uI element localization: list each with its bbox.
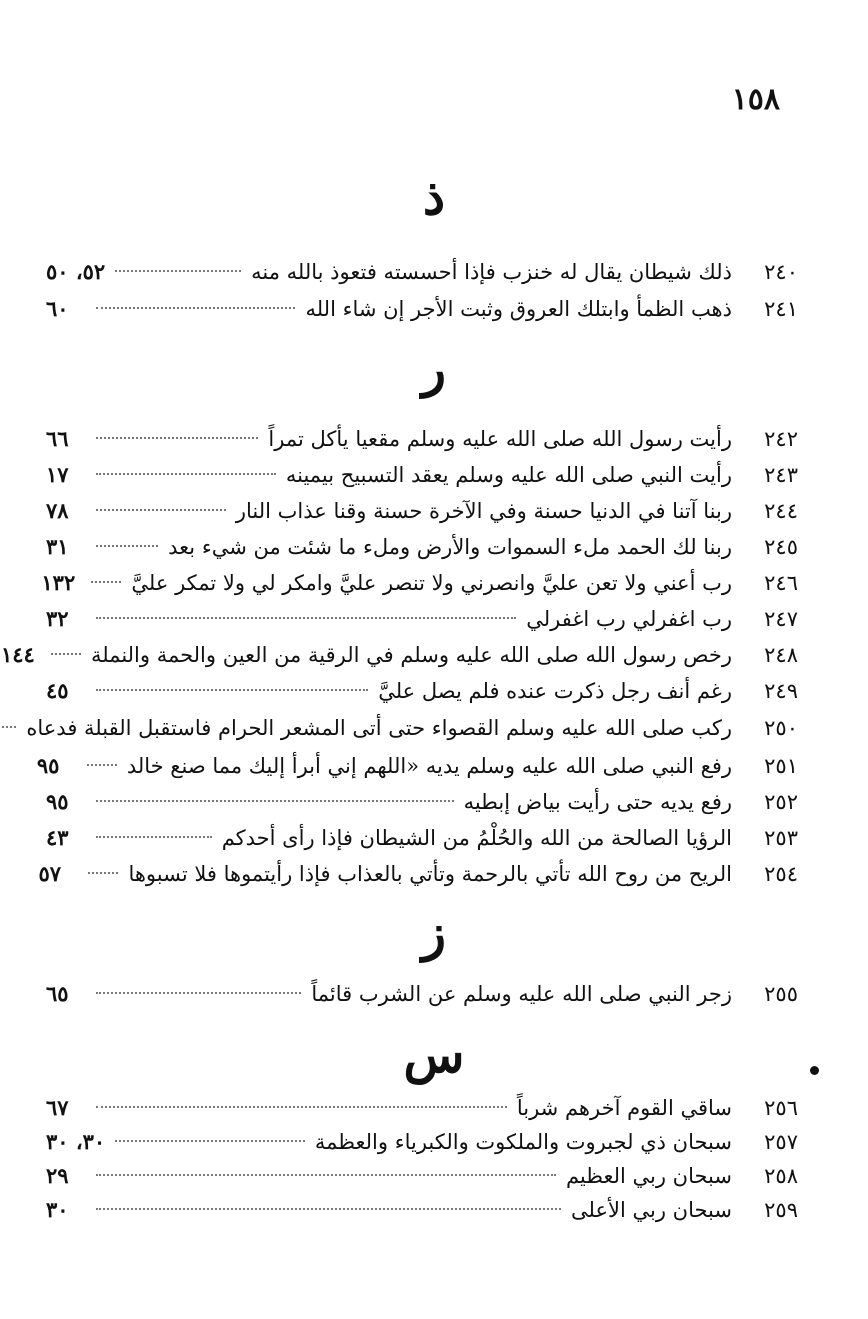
entry-number: ٢٥٣ (764, 826, 798, 850)
dot-leader (0, 726, 16, 728)
index-entry (46, 256, 798, 288)
entry-number: ٢٤٥ (764, 535, 798, 559)
entry-number: ٢٥٧ (764, 1130, 798, 1154)
entry-text: سبحان ربي العظيم (565, 1164, 732, 1188)
dot-leader (96, 509, 226, 511)
entry-pages: ٣٠، ٣٠ (46, 1129, 106, 1154)
dot-leader (96, 473, 276, 475)
dot-leader (96, 1208, 561, 1210)
dot-leader (96, 437, 258, 439)
entry-number: ٢٥٨ (764, 1164, 798, 1188)
entry-number: ٢٥١ (764, 754, 798, 778)
index-entry (46, 1160, 798, 1192)
dot-leader (96, 1106, 507, 1108)
index-entry (46, 1126, 798, 1158)
section-letter-ra: ر (421, 339, 447, 398)
entry-text: ركب صلى الله عليه وسلم القصواء حتى أتى المشعر الحرام فاستقبل القبلة فدعاه (26, 716, 732, 740)
entry-text: ذهب الظمأ وابتلك العروق وثبت الأجر إن شاء الله (305, 297, 732, 321)
index-entry (46, 531, 798, 563)
entry-text: زجر النبي صلى الله عليه وسلم عن الشرب قائماً (311, 982, 732, 1006)
index-entry (0, 639, 798, 671)
entry-text: ربنا آتنا في الدنيا حسنة وفي الآخرة حسنة وقنا عذاب النار (235, 499, 732, 523)
entry-text: سبحان ربي الأعلى (571, 1198, 732, 1222)
entry-text: ذلك شيطان يقال له خنزب فإذا أحسسته فتعوذ بالله منه (251, 260, 732, 284)
entry-number: ٢٥٦ (764, 1096, 798, 1120)
entry-number: ٢٥٢ (764, 790, 798, 814)
entry-pages: ٢٩ (46, 1163, 69, 1188)
entry-pages: ٦٠ (46, 296, 69, 321)
section-letter-dhal: ذ (422, 167, 446, 226)
entry-pages: ٦٦ (46, 426, 69, 451)
entry-text: رفع يديه حتى رأيت بياض إبطيه (463, 790, 732, 814)
entry-text: رخص رسول الله صلى الله عليه وسلم في الرقية من العين والحمة والنملة (90, 643, 732, 667)
dot-leader (96, 992, 301, 994)
entry-number: ٢٥٥ (764, 982, 798, 1006)
section-letter-sin: س (403, 1025, 465, 1084)
entry-text: رفع النبي صلى الله عليه وسلم يديه «اللهم إني أبرأ إليك مما صنع خالد (126, 754, 732, 778)
index-entry (46, 603, 798, 635)
page-number: ١٥٨ (731, 82, 780, 117)
entry-text: ساقي القوم آخرهم شرباً (516, 1096, 732, 1120)
entry-pages: ٤٣ (46, 825, 69, 850)
entry-pages: ٥٧ (38, 861, 62, 886)
entry-pages: ١٣٢ (41, 570, 76, 595)
dot-leader (115, 1140, 305, 1142)
index-entry (41, 567, 798, 599)
index-entry (46, 293, 798, 325)
entry-pages: ٧٨ (46, 498, 69, 523)
index-entry (46, 495, 798, 527)
dot-leader (96, 1174, 556, 1176)
entry-number: ٢٤٠ (764, 260, 798, 284)
entry-text: رب أعني ولا تعن عليَّ وانصرني ولا تنصر عليَّ وامكر لي ولا تمكر عليَّ (131, 571, 732, 595)
dot-leader (51, 653, 81, 655)
dot-leader (91, 581, 121, 583)
entry-number: ٢٤٢ (764, 427, 798, 451)
entry-text: رأيت رسول الله صلى الله عليه وسلم مقعيا يأكل تمراً (268, 427, 732, 451)
index-entry (46, 675, 798, 707)
section-letter-zay: ز (421, 903, 447, 962)
dot-leader (96, 800, 454, 802)
entry-pages: ٤٥ (46, 678, 69, 703)
entry-pages: ٣١ (46, 534, 69, 559)
entry-number: ٢٥٩ (764, 1198, 798, 1222)
dot-leader (88, 872, 118, 874)
dot-leader (87, 764, 117, 766)
entry-pages: ٣٠ (46, 1197, 69, 1222)
entry-pages: ٩٥ (46, 789, 69, 814)
index-entry (26, 712, 798, 744)
index-entry (46, 822, 798, 854)
index-entry (46, 978, 798, 1010)
entry-text: رغم أنف رجل ذكرت عنده فلم يصل عليَّ (378, 679, 732, 703)
entry-number: ٢٤٦ (764, 571, 798, 595)
entry-text: رب اغفرلي رب اغفرلي (526, 607, 732, 631)
index-entry (36, 750, 798, 782)
dot-leader (115, 270, 241, 272)
entry-number: ٢٤٤ (764, 499, 798, 523)
entry-pages: ١٧ (46, 462, 69, 487)
dot-leader (96, 836, 212, 838)
entry-number: ٢٥٠ (764, 716, 798, 740)
index-entry (46, 423, 798, 455)
entry-text: الريح من روح الله تأتي بالرحمة وتأتي بالعذاب فإذا رأيتموها فلا تسبوها (128, 862, 732, 886)
entry-number: ٢٤٣ (764, 463, 798, 487)
index-entry (38, 858, 798, 890)
entry-pages: ٩٥ (36, 753, 60, 778)
entry-number: ٢٤٨ (764, 643, 798, 667)
dot-leader (96, 617, 516, 619)
entry-number: ٢٤١ (764, 297, 798, 321)
entry-pages: ١٤٤ (0, 642, 35, 667)
dot-leader (96, 545, 158, 547)
entry-text: الرؤيا الصالحة من الله والحُلْمُ من الشيطان فإذا رأى أحدكم (221, 826, 732, 850)
index-entry (46, 459, 798, 491)
dot-leader (96, 307, 295, 309)
index-entry (46, 786, 798, 818)
entry-text: رأيت النبي صلى الله عليه وسلم يعقد التسبيح بيمينه (285, 463, 732, 487)
index-entry (46, 1092, 798, 1124)
dot-leader (96, 689, 368, 691)
index-entry (46, 1194, 798, 1226)
entry-text: ربنا لك الحمد ملء السموات والأرض وملء ما شئت من شيء بعد (168, 535, 732, 559)
entry-number: ٢٤٩ (764, 679, 798, 703)
bullet-mark (810, 1066, 819, 1075)
entry-number: ٢٥٤ (764, 862, 798, 886)
entry-pages: ٥٢، ٥٠ (46, 259, 106, 284)
entry-pages: ٦٧ (46, 1095, 69, 1120)
entry-number: ٢٤٧ (764, 607, 798, 631)
entry-pages: ٣٢ (46, 606, 69, 631)
entry-pages: ٦٥ (46, 981, 69, 1006)
entry-text: سبحان ذي لجبروت والملكوت والكبرياء والعظمة (314, 1130, 732, 1154)
